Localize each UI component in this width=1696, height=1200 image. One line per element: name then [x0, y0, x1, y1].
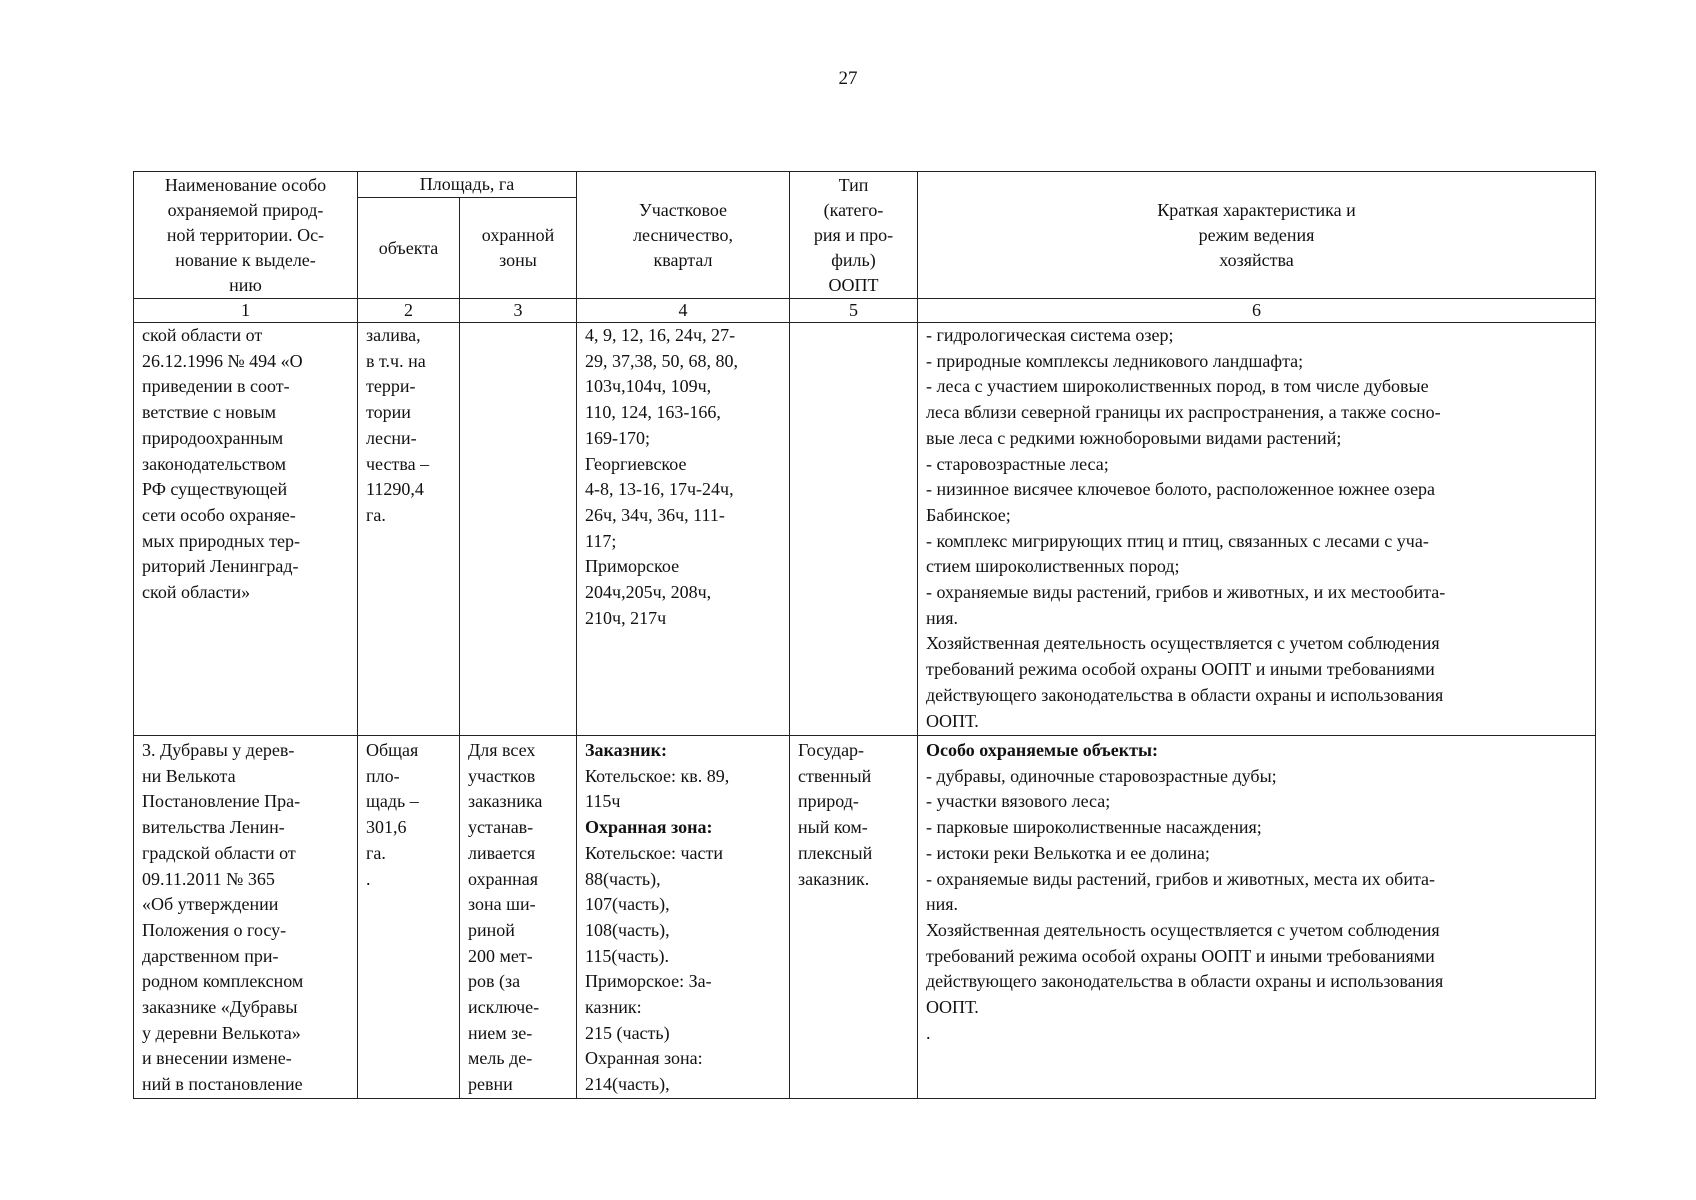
text-line: заказник.: [798, 868, 870, 889]
header-col1-text: [138, 173, 353, 298]
text-line: действующего законодательства в области охраны и использования: [926, 971, 1444, 992]
text-line: Наименование особо: [164, 174, 327, 195]
cell-area-zone: [460, 323, 577, 736]
protected-areas-table: [133, 171, 1596, 1099]
text-line: 204ч,205ч, 208ч,: [585, 582, 712, 603]
text-line: - истоки реки Велькотка и ее долина;: [926, 842, 1210, 863]
text-line: 214(часть),: [585, 1074, 670, 1095]
text-line: казник:: [585, 997, 642, 1018]
text-line: ливается: [468, 842, 536, 863]
text-line: Участковое: [638, 199, 728, 220]
header-col6: [918, 172, 1596, 299]
text-line: 4-8, 13-16, 17ч-24ч,: [585, 479, 734, 500]
text-line: ния.: [926, 894, 959, 915]
text-line: 117;: [585, 530, 617, 551]
text-line: щадь –: [366, 791, 419, 812]
table-row: [134, 323, 1596, 736]
text-line: Государ-: [798, 740, 865, 760]
text-line: и внесении измене-: [142, 1048, 292, 1069]
header-col4: [577, 172, 790, 299]
text-line: квартал: [653, 249, 713, 270]
text-line: Хозяйственная деятельность осуществляется с учетом соблюдения: [926, 633, 1440, 654]
text-line: 26ч, 34ч, 36ч, 111-: [585, 504, 725, 525]
text-line: - комплекс мигрирующих птиц и птиц, связанных с лесами с уча-: [926, 530, 1429, 551]
buffer-zone-heading: Охранная зона:: [585, 817, 713, 838]
text-line: хозяйства: [1219, 249, 1294, 270]
column-number-row: [134, 299, 1596, 323]
text-line: - гидрологическая система озер;: [926, 325, 1174, 345]
text-line: лесничество,: [633, 224, 733, 245]
text-line: ний в постановление: [142, 1074, 303, 1095]
text-line: ния.: [926, 607, 959, 628]
text-line: ООПТ.: [926, 997, 979, 1018]
cell-area-object: [358, 323, 460, 736]
text-line: ветствие с новым: [142, 402, 277, 423]
text-line: риной: [468, 919, 515, 940]
text-line: га.: [366, 504, 386, 525]
text-line: 107(часть),: [585, 894, 670, 915]
reserve-heading: Заказник:: [585, 740, 667, 760]
text-line: заказнике «Дубравы: [142, 997, 298, 1018]
text-line: РФ существующей: [142, 479, 288, 500]
cell-name-basis: [134, 736, 358, 1099]
header-col5: [790, 172, 918, 299]
text-line: ООПТ: [828, 274, 879, 295]
column-number: 4: [577, 299, 790, 323]
text-line: - старовозрастные леса;: [926, 453, 1109, 474]
text-line: 108(часть),: [585, 919, 670, 940]
text-line: природ-: [798, 791, 859, 812]
text-line: ООПТ.: [926, 710, 979, 731]
reserve-quarters: [585, 764, 781, 815]
text-line: ной территории. Ос-: [166, 224, 325, 245]
text-line: вые леса с редкими южноборовыми видами растений;: [926, 427, 1342, 448]
header-col3-text: [464, 223, 572, 273]
text-line: ственный: [798, 765, 872, 786]
text-line: ров (за: [468, 971, 521, 992]
text-line: 88(часть),: [585, 868, 661, 889]
text-line: ный ком-: [798, 817, 868, 838]
text-line: 215 (часть): [585, 1022, 670, 1043]
cell-name-basis: [134, 323, 358, 736]
text-line: терри-: [366, 376, 416, 397]
text-line: - охраняемые виды растений, грибов и животных, и их местообита-: [926, 582, 1446, 603]
cell-type: [790, 736, 918, 1099]
text-line: ской области от: [142, 325, 263, 345]
text-line: дарственном при-: [142, 945, 279, 966]
text-line: природоохранным: [142, 427, 284, 448]
text-line: плексный: [798, 842, 873, 863]
text-line: нование к выделе-: [175, 249, 316, 270]
text-line: 210ч, 217ч: [585, 607, 667, 628]
text-line: тории: [366, 402, 411, 423]
text-line: вительства Ленин-: [142, 817, 285, 838]
text-line: Краткая характеристика и: [1157, 199, 1356, 220]
text-line: 200 мет-: [468, 945, 533, 966]
text-line: 4, 9, 12, 16, 24ч, 27-: [585, 325, 736, 345]
text-line: 3. Дубравы у дерев-: [142, 740, 295, 760]
text-line: заказника: [468, 791, 543, 812]
text-line: зоны: [499, 250, 537, 270]
text-line: 301,6: [366, 817, 407, 838]
text-line: Котельское: части: [585, 842, 723, 863]
header-row: [134, 172, 1596, 198]
text-line: 115(часть).: [585, 945, 669, 966]
cell-area-object: [358, 736, 460, 1099]
text-line: мых природных тер-: [142, 530, 300, 551]
text-line: (катего-: [823, 199, 884, 220]
header-col2: объекта: [358, 198, 460, 299]
text-line: 11290,4: [366, 479, 424, 500]
text-line: Георгиевское: [585, 453, 687, 474]
text-line: Тип: [838, 174, 869, 195]
column-number: 3: [460, 299, 577, 323]
text-line: филь): [831, 249, 876, 270]
text-line: зона ши-: [468, 894, 536, 915]
buffer-zone-quarters: [585, 841, 781, 1098]
text-line: охраняемой природ-: [167, 199, 324, 220]
text-line: стием широколиственных пород;: [926, 556, 1180, 577]
text-line: ской области»: [142, 582, 251, 603]
table-row: [134, 736, 1596, 1099]
header-col5-text: [794, 173, 913, 298]
text-line: Приморское: За-: [585, 971, 712, 992]
column-number: 1: [134, 299, 358, 323]
text-line: нием зе-: [468, 1022, 533, 1043]
text-line: .: [366, 868, 371, 889]
text-line: Постановление Пра-: [142, 791, 301, 812]
column-number: 5: [790, 299, 918, 323]
text-line: родном комплексном: [142, 971, 304, 992]
text-line: 115ч: [585, 791, 621, 812]
text-line: у деревни Велькота»: [142, 1022, 301, 1043]
header-col6-text: [922, 198, 1591, 273]
protected-objects-heading: Особо охраняемые объекты:: [926, 740, 1159, 760]
text-line: риторий Ленинград-: [142, 556, 299, 577]
protected-objects-list: [926, 764, 1587, 1047]
text-line: пло-: [366, 765, 400, 786]
text-line: - низинное висячее ключевое болото, расположенное южнее озера: [926, 479, 1436, 500]
text-line: - дубравы, одиночные старовозрастные дубы;: [926, 765, 1277, 786]
page-number: 27: [838, 68, 858, 89]
text-line: 26.12.1996 № 494 «О: [142, 350, 303, 371]
text-line: градской области от: [142, 842, 296, 863]
text-line: участков: [468, 765, 536, 786]
text-line: - охраняемые виды растений, грибов и животных, места их обита-: [926, 868, 1436, 889]
text-line: Хозяйственная деятельность осуществляется с учетом соблюдения: [926, 919, 1440, 940]
text-line: рия и про-: [813, 224, 894, 245]
text-line: - леса с участием широколиственных пород, в том числе дубовые: [926, 376, 1429, 397]
cell-forestry-quarter: [577, 736, 790, 1099]
header-col3: [460, 198, 577, 299]
text-line: 169-170;: [585, 427, 651, 448]
text-line: Приморское: [585, 556, 680, 577]
text-line: чества –: [366, 453, 430, 474]
text-line: .: [926, 1022, 931, 1043]
text-line: режим ведения: [1198, 224, 1315, 245]
text-line: лесни-: [366, 427, 417, 448]
text-line: ревни: [468, 1074, 513, 1095]
text-line: Для всех: [468, 740, 536, 760]
text-line: приведении в соот-: [142, 376, 290, 397]
text-line: Охранная зона:: [585, 1048, 703, 1069]
text-line: исключе-: [468, 997, 540, 1018]
text-line: 110, 124, 163-166,: [585, 402, 721, 423]
cell-forestry-quarter: [577, 323, 790, 736]
text-line: ни Велькота: [142, 765, 236, 786]
text-line: га.: [366, 842, 386, 863]
text-line: - парковые широколиственные насаждения;: [926, 817, 1262, 838]
text-line: нию: [229, 274, 262, 295]
text-line: в т.ч. на: [366, 350, 426, 371]
text-line: требований режима особой охраны ООПТ и иными требованиями: [926, 945, 1435, 966]
text-line: Общая: [366, 740, 419, 760]
text-line: леса вблизи северной границы их распространения, а также сосно-: [926, 402, 1441, 423]
text-line: 103ч,104ч, 109ч,: [585, 376, 712, 397]
text-line: мель де-: [468, 1048, 533, 1069]
text-line: 09.11.2011 № 365: [142, 868, 275, 889]
header-col4-text: [581, 198, 785, 273]
text-line: устанав-: [468, 817, 534, 838]
text-line: залива,: [366, 325, 421, 345]
text-line: Положения о госу-: [142, 919, 287, 940]
text-line: действующего законодательства в области охраны и использования: [926, 684, 1444, 705]
column-number: 2: [358, 299, 460, 323]
text-line: - участки вязового леса;: [926, 791, 1111, 812]
cell-characteristics: [918, 323, 1596, 736]
text-line: законодательством: [142, 453, 287, 474]
header-col1: [134, 172, 358, 299]
text-line: сети особо охраняе-: [142, 504, 296, 525]
cell-characteristics: [918, 736, 1596, 1099]
header-area-group: Площадь, га: [358, 172, 577, 198]
text-line: «Об утверждении: [142, 894, 279, 915]
text-line: 29, 37,38, 50, 68, 80,: [585, 350, 739, 371]
cell-type: [790, 323, 918, 736]
text-line: требований режима особой охраны ООПТ и иными требованиями: [926, 659, 1435, 680]
text-line: охранная: [468, 868, 539, 889]
text-line: охранной: [481, 225, 555, 245]
cell-area-zone: [460, 736, 577, 1099]
text-line: Бабинское;: [926, 504, 1011, 525]
text-line: Котельское: кв. 89,: [585, 765, 730, 786]
text-line: - природные комплексы ледникового ландшафта;: [926, 350, 1304, 371]
column-number: 6: [918, 299, 1596, 323]
